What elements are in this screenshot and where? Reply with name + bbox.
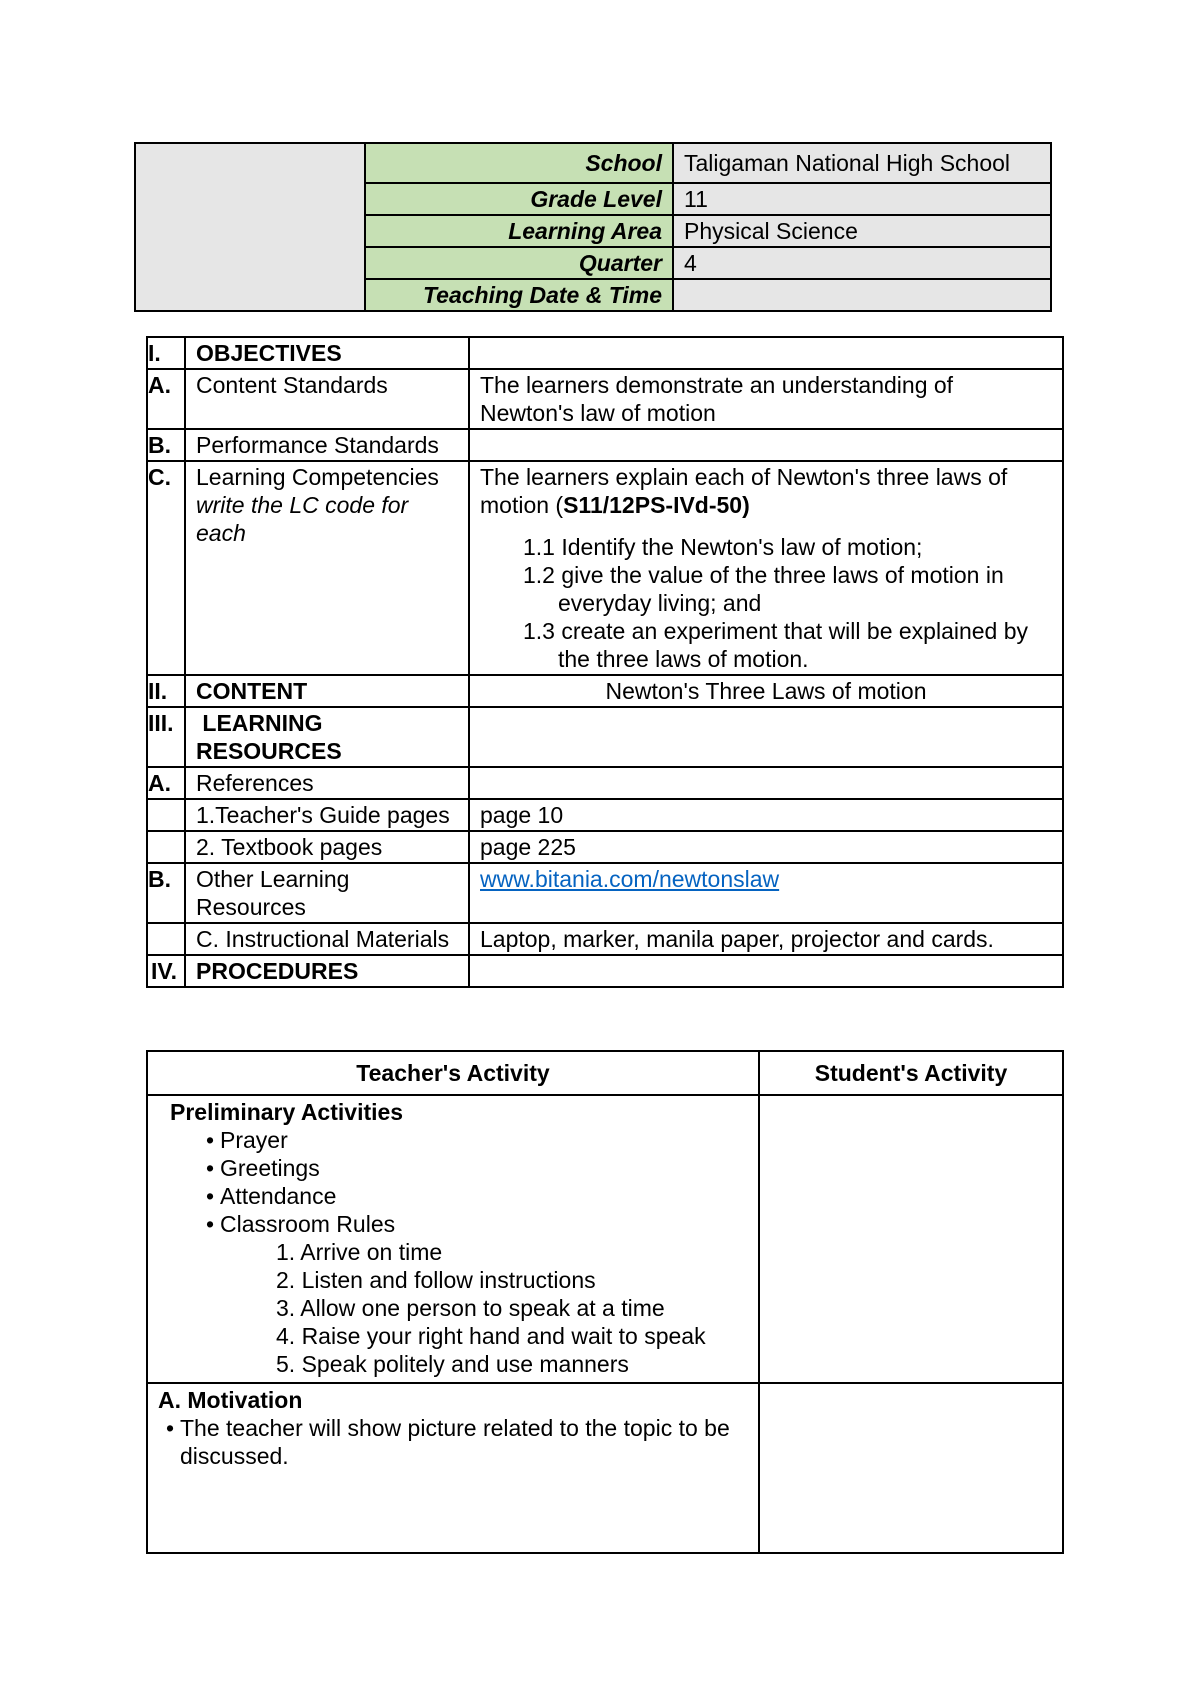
teachers-guide-value: page 10	[469, 799, 1063, 831]
preliminary-title: Preliminary Activities	[170, 1099, 404, 1125]
logo-placeholder	[135, 143, 365, 311]
other-resources-row	[147, 863, 1063, 923]
other-resources-value-cell	[469, 863, 1063, 923]
motivation-cell	[147, 1383, 759, 1553]
textbook-label: 2. Textbook pages	[185, 831, 469, 863]
performance-standards-row	[147, 429, 1063, 461]
list-item: • Greetings	[158, 1154, 748, 1182]
content-standards-label: Content Standards	[185, 369, 469, 429]
activities-table	[146, 1050, 1064, 1554]
list-item: 1.3 create an experiment that will be explained by the three laws of motion.	[523, 618, 1029, 672]
quarter-value: 4	[673, 247, 1051, 279]
content-row	[147, 675, 1063, 707]
materials-row	[147, 923, 1063, 955]
materials-label: C. Instructional Materials	[185, 923, 469, 955]
section-number: II.	[147, 675, 185, 707]
section-number: B.	[147, 863, 185, 923]
section-number	[147, 831, 185, 863]
references-value	[469, 767, 1063, 799]
lc-code: S11/12PS-IVd-50)	[563, 492, 750, 518]
learning-resources-value	[469, 707, 1063, 767]
content-standards-value: The learners demonstrate an understanding of Newton's law of motion	[469, 369, 1063, 429]
learning-resources-row	[147, 707, 1063, 767]
procedures-row	[147, 955, 1063, 987]
grade-level-value: 11	[673, 183, 1051, 215]
motivation-list	[158, 1414, 748, 1470]
preliminary-list	[158, 1126, 748, 1238]
textbook-value: page 225	[469, 831, 1063, 863]
school-info-table	[134, 142, 1052, 312]
objectives-value	[469, 337, 1063, 369]
list-item: 1.2 give the value of the three laws of motion in everyday living; and	[523, 562, 1004, 616]
competencies-value	[469, 461, 1063, 675]
content-value: Newton's Three Laws of motion	[469, 675, 1063, 707]
teaching-date-label: Teaching Date & Time	[365, 279, 673, 311]
section-number: IV.	[147, 955, 185, 987]
grade-level-label: Grade Level	[365, 183, 673, 215]
performance-standards-value	[469, 429, 1063, 461]
list-item: 4. Raise your right hand and wait to speak	[276, 1323, 706, 1349]
list-item: • The teacher will show picture related to the topic to be discussed.	[158, 1414, 748, 1470]
textbook-row	[147, 831, 1063, 863]
classroom-rules-list	[158, 1238, 748, 1378]
preliminary-student-cell	[759, 1095, 1063, 1383]
lesson-plan-table	[146, 336, 1064, 988]
content-standards-row	[147, 369, 1063, 429]
teaching-date-value	[673, 279, 1051, 311]
list-item: • Attendance	[158, 1182, 748, 1210]
resource-link[interactable]: www.bitania.com/newtonslaw	[480, 866, 780, 892]
quarter-label: Quarter	[365, 247, 673, 279]
competency-list	[480, 533, 1052, 673]
learning-area-label: Learning Area	[365, 215, 673, 247]
procedures-title: PROCEDURES	[185, 955, 469, 987]
motivation-row	[147, 1383, 1063, 1553]
student-activity-header: Student's Activity	[759, 1051, 1063, 1095]
references-label: References	[185, 767, 469, 799]
objectives-row	[147, 337, 1063, 369]
teacher-activity-header: Teacher's Activity	[147, 1051, 759, 1095]
preliminary-cell	[147, 1095, 759, 1383]
competencies-note: write the LC code for each	[196, 492, 409, 546]
preliminary-row	[147, 1095, 1063, 1383]
school-label: School	[365, 143, 673, 183]
section-number: A.	[147, 767, 185, 799]
list-item: • Classroom Rules	[158, 1210, 748, 1238]
section-number	[147, 799, 185, 831]
competencies-label-cell	[185, 461, 469, 675]
teachers-guide-label: 1.Teacher's Guide pages	[185, 799, 469, 831]
section-number	[147, 923, 185, 955]
section-number: A.	[147, 369, 185, 429]
section-number: I.	[147, 337, 185, 369]
section-number: C.	[147, 461, 185, 675]
learning-area-value: Physical Science	[673, 215, 1051, 247]
list-item: 2. Listen and follow instructions	[276, 1267, 596, 1293]
school-value: Taligaman National High School	[673, 143, 1051, 183]
references-row	[147, 767, 1063, 799]
materials-value: Laptop, marker, manila paper, projector and cards.	[469, 923, 1063, 955]
list-item: 3. Allow one person to speak at a time	[276, 1295, 665, 1321]
competencies-intro: The learners explain each of Newton's three laws of motion (	[480, 464, 1008, 518]
list-item: 5. Speak politely and use manners	[276, 1351, 629, 1377]
competencies-label: Learning Competencies	[196, 464, 439, 490]
objectives-title: OBJECTIVES	[185, 337, 469, 369]
section-number: B.	[147, 429, 185, 461]
list-item: 1.1 Identify the Newton's law of motion;	[523, 534, 923, 560]
section-number: III.	[147, 707, 185, 767]
teachers-guide-row	[147, 799, 1063, 831]
content-title: CONTENT	[185, 675, 469, 707]
learning-resources-title: LEARNING RESOURCES	[185, 707, 469, 767]
list-item: • Prayer	[158, 1126, 748, 1154]
other-resources-label: Other Learning Resources	[185, 863, 469, 923]
competencies-row	[147, 461, 1063, 675]
performance-standards-label: Performance Standards	[185, 429, 469, 461]
procedures-value	[469, 955, 1063, 987]
list-item: 1. Arrive on time	[276, 1239, 443, 1265]
motivation-student-cell	[759, 1383, 1063, 1553]
motivation-title: A. Motivation	[158, 1387, 303, 1413]
